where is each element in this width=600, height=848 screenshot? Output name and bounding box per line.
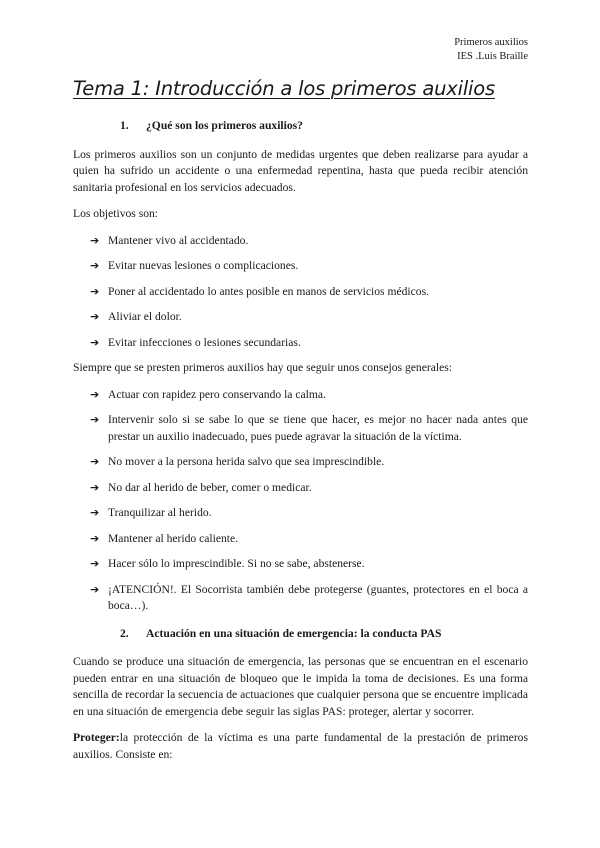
arrow-right-icon: ➔ xyxy=(90,310,100,323)
arrow-right-icon: ➔ xyxy=(90,335,100,349)
list-item: ➔ No dar al herido de beber, comer o medicar. xyxy=(73,480,528,497)
list-item: ➔ ¡ATENCIÓN!. El Socorrista también debe protegerse (guantes, protectores en el boca a boca…). xyxy=(90,582,528,612)
advice-label: Siempre que se presten primeros auxilios hay que seguir unos consejos generales: xyxy=(73,361,452,374)
pas-paragraph: Cuando se produce una situación de emergencia, las personas que se encuentran en el escenario pueden entrar en una situación de bloqueo que le impida la toma de decisiones. Es una forma sencilla de recordar la secuencia de actuaciones que cualquier persona que se encuentre implicada en una situación de emergencia debe seguir las siglas PAS: proteger, alertar y socorrer. xyxy=(73,655,528,718)
list-item: ➔ Mantener vivo al accidentado. xyxy=(73,233,528,250)
advice-list xyxy=(73,387,528,615)
arrow-right-icon: ➔ xyxy=(90,582,100,596)
list-item: ➔ Poner al accidentado lo antes posible en manos de servicios médicos. xyxy=(73,284,528,301)
arrow-right-icon: ➔ xyxy=(90,557,100,570)
section-1-title: ¿Qué son los primeros auxilios? xyxy=(146,119,303,132)
section-2-heading xyxy=(73,626,528,643)
list-item: ➔ Hacer sólo lo imprescindible. Si no se sabe, abstenerse. xyxy=(73,556,528,573)
protect-label: Proteger: xyxy=(73,731,120,744)
header-school: IES .Luis Braille xyxy=(457,51,528,62)
arrow-right-icon: ➔ xyxy=(90,480,100,494)
section-2-number: 2. xyxy=(120,626,129,640)
arrow-right-icon: ➔ xyxy=(90,284,100,298)
list-item: ➔ Aliviar el dolor. xyxy=(73,309,528,326)
arrow-right-icon: ➔ xyxy=(90,455,100,468)
list-item: ➔ Evitar infecciones o lesiones secundarias. xyxy=(73,335,528,352)
document-body xyxy=(73,118,528,773)
intro-paragraph: Los primeros auxilios son un conjunto de medidas urgentes que deben realizarse para ayudar a quien ha sufrido un accidente o una enfermedad repentina, hasta que pueda recibir atención sanitaria profesional en los servicios adecuados. xyxy=(73,147,528,194)
objectives-label: Los objetivos son: xyxy=(73,207,159,220)
arrow-right-icon: ➔ xyxy=(90,506,100,519)
arrow-right-icon: ➔ xyxy=(90,531,100,545)
section-1-number: 1. xyxy=(120,119,129,132)
list-item: ➔ Intervenir solo si se sabe lo que se tiene que hacer, es mejor no hacer nada antes que prestar un auxilio inadecuado, pues puede agravar la situación de la víctima. xyxy=(90,413,528,443)
list-item: ➔ Mantener al herido caliente. xyxy=(73,531,528,548)
list-item: ➔ No mover a la persona herida salvo que sea imprescindible. xyxy=(73,454,528,471)
protect-paragraph xyxy=(73,730,528,763)
page-header xyxy=(454,36,528,64)
list-item: ➔ Evitar nuevas lesiones o complicaciones. xyxy=(73,258,528,275)
list-item: ➔ Tranquilizar al herido. xyxy=(73,505,528,522)
document-title: Tema 1: Introducción a los primeros auxilios xyxy=(73,77,495,100)
objectives-list xyxy=(73,233,528,352)
section-2-title: Actuación en una situación de emergencia: la conducta PAS xyxy=(146,626,442,640)
section-1-heading xyxy=(73,118,528,135)
arrow-right-icon: ➔ xyxy=(90,233,100,247)
protect-text: la protección de la víctima es una parte fundamental de la prestación de primeros auxilios. Consiste en: xyxy=(73,731,528,761)
arrow-right-icon: ➔ xyxy=(90,413,100,426)
arrow-right-icon: ➔ xyxy=(90,259,100,272)
list-item: ➔ Actuar con rapidez pero conservando la calma. xyxy=(73,387,528,404)
arrow-right-icon: ➔ xyxy=(90,387,100,401)
header-subject: Primeros auxilios xyxy=(454,37,528,48)
